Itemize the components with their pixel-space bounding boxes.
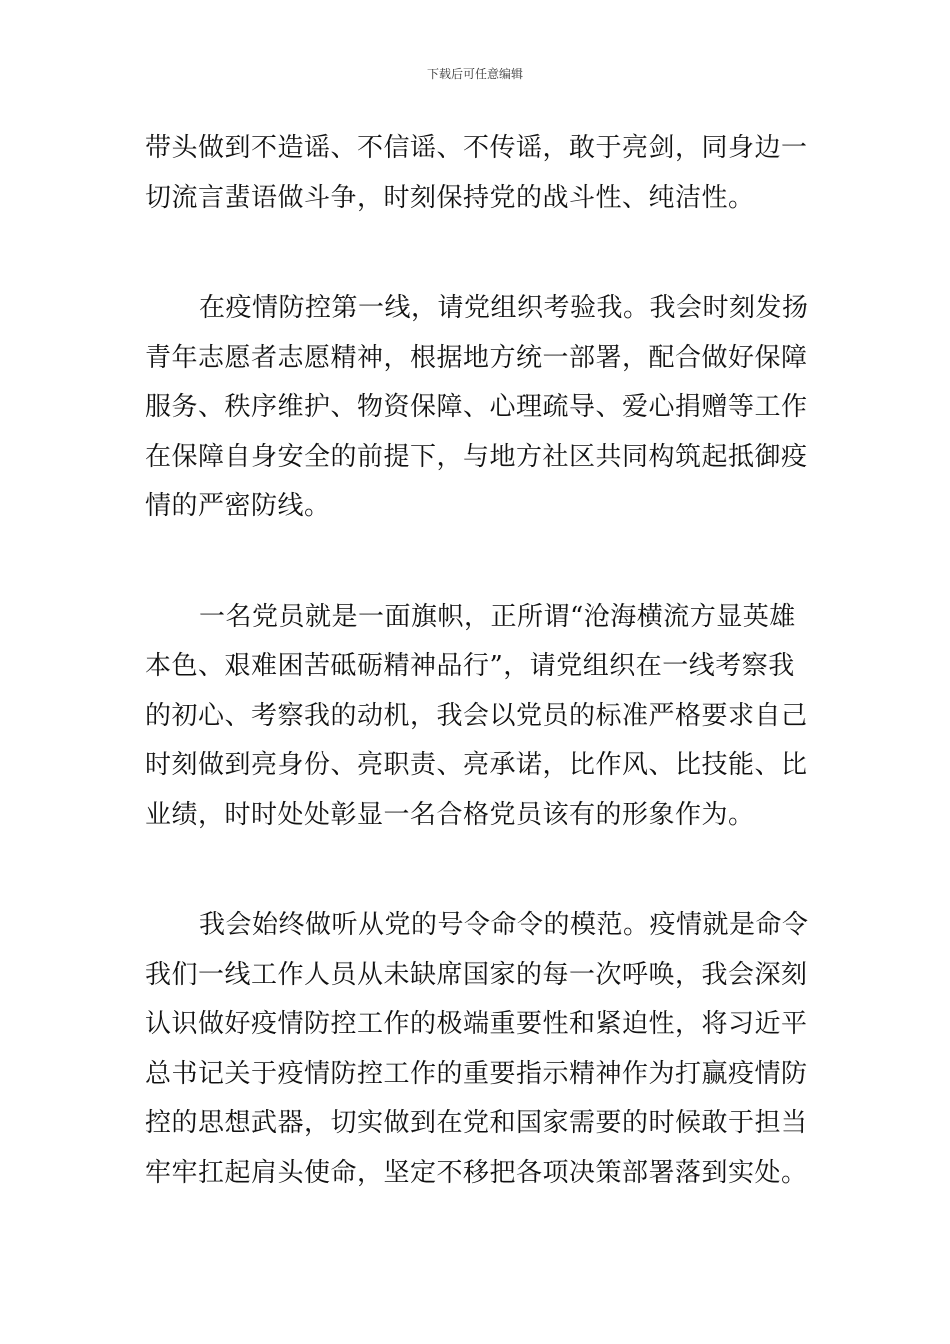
text-line: 服务、秩序维护、物资保障、心理疏导、爱心捐赠等工作 [145, 392, 808, 422]
paragraph-4 [145, 901, 809, 1198]
text-line: 业绩，时时处处彰显一名合格党员该有的形象作为。 [145, 799, 755, 830]
text-line: 切流言蜚语做斗争，时刻保持党的战斗性、纯洁性。 [145, 182, 755, 213]
paragraph-3 [145, 593, 808, 841]
text-line: 本色、艰难困苦砥砺精神品行”，请党组织在一线考察我 [145, 651, 795, 681]
text-line: 的初心、考察我的动机，我会以党员的标准严格要求自己 [145, 700, 808, 731]
text-line: 控的思想武器，切实做到在党和国家需要的时候敢于担当 [145, 1108, 808, 1138]
text-line: 时刻做到亮身份、亮职责、亮承诺，比作风、比技能、比 [145, 750, 808, 780]
paragraph-2 [145, 284, 809, 532]
paragraph-1 [145, 124, 808, 223]
text-line: 青年志愿者志愿精神，根据地方统一部署，配合做好保障 [145, 342, 808, 373]
document-body [145, 124, 809, 1198]
text-line: 带头做到不造谣、不信谣、不传谣，敢于亮剑，同身边一 [145, 133, 808, 163]
text-line: 一名党员就是一面旗帜，正所谓“沧海横流方显英雄 [199, 601, 796, 632]
text-line: 情的严密防线。 [145, 491, 331, 521]
page-header-note: 下载后可任意编辑 [426, 67, 523, 81]
text-line: 我会始终做听从党的号令命令的模范。疫情就是命令 [199, 910, 809, 940]
text-line: 我们一线工作人员从未缺席国家的每一次呼唤，我会深刻 [145, 959, 808, 990]
text-line: 牢牢扛起肩头使命，坚定不移把各项决策部署落到实处。 [145, 1157, 808, 1188]
text-line: 总书记关于疫情防控工作的重要指示精神作为打赢疫情防 [145, 1058, 808, 1089]
text-line: 认识做好疫情防控工作的极端重要性和紧迫性，将习近平 [145, 1009, 808, 1039]
text-line: 在保障自身安全的前提下，与地方社区共同构筑起抵御疫 [145, 441, 808, 472]
text-line: 在疫情防控第一线，请党组织考验我。我会时刻发扬 [199, 293, 809, 323]
